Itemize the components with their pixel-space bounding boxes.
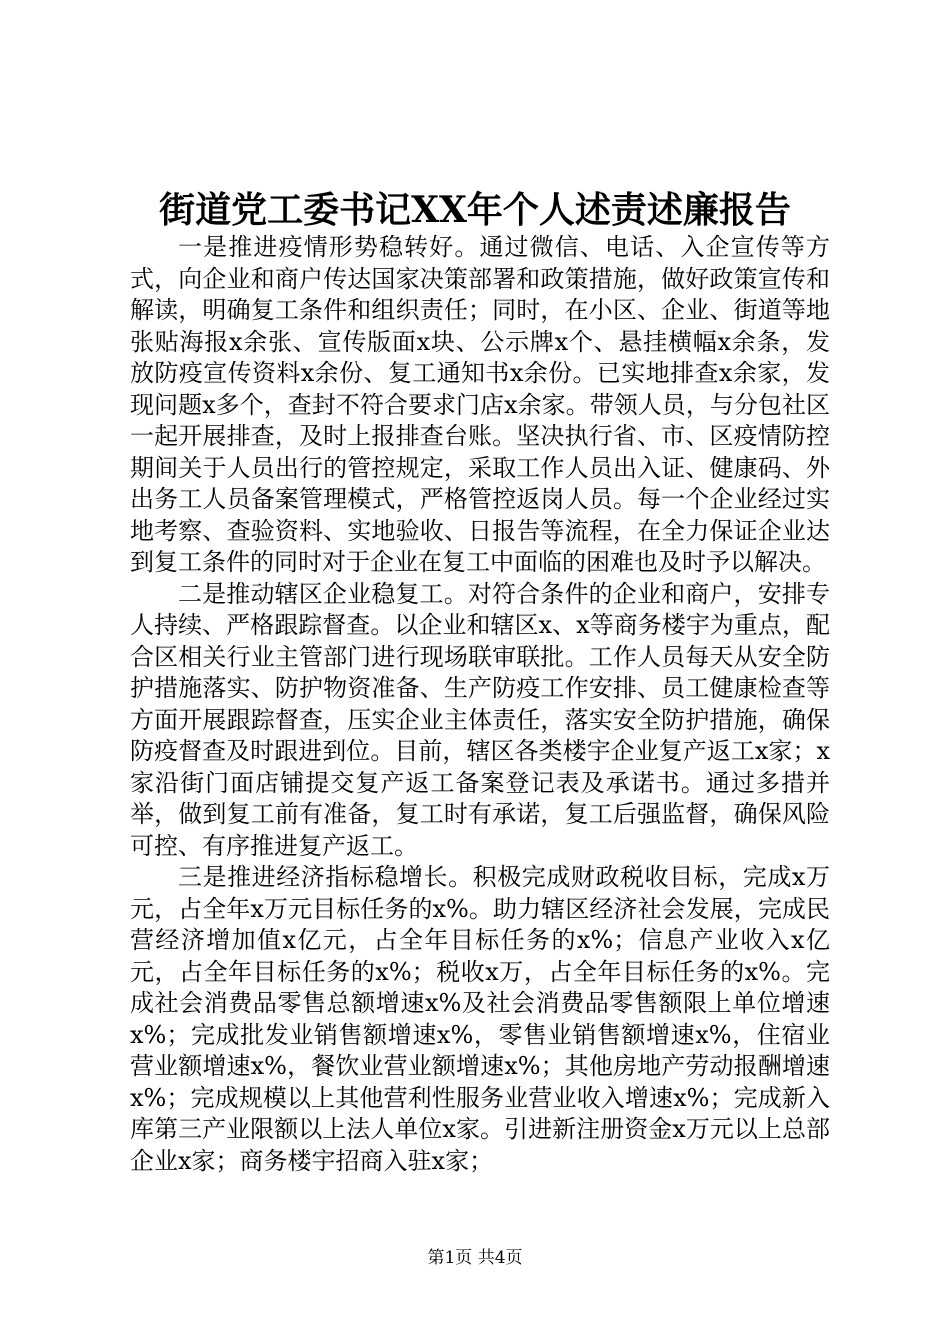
page-number-footer: 第1页 共4页 (427, 1248, 523, 1268)
document-title: 街道党工委书记XX年个人述责述廉报告 (159, 189, 791, 231)
paragraph-2: 二是推动辖区企业稳复工。对符合条件的企业和商户，安排专人持续、严格跟踪督查。以企业和辖区x、x等商务楼宇为重点，配合区相关行业主管部门进行现场联审联批。工作人员每天从安全防护措施落实、防护物资准备、生产防疫工作安排、员工健康检查等方面开展跟踪督查，压实企业主体责任，落实安全防护措施，确保防疫督查及时跟进到位。目前，辖区各类楼宇企业复产返工x家；x家沿街门面店铺提交复产返工备案登记表及承诺书。通过多措并举，做到复工前有准备，复工时有承诺，复工后强监督，确保风险可控、有序推进复产返工。 (130, 579, 830, 860)
paragraph-3: 三是推进经济指标稳增长。积极完成财政税收目标，完成x万元，占全年x万元目标任务的x%。助力辖区经济社会发展，完成民营经济增加值x亿元，占全年目标任务的x%；信息产业收入x亿元，占全年目标任务的x%；税收x万，占全年目标任务的x%。完成社会消费品零售总额增速x%及社会消费品零售额限上单位增速x%；完成批发业销售额增速x%，零售业销售额增速x%，住宿业营业额增速x%，餐饮业营业额增速x%；其他房地产劳动报酬增速x%；完成规模以上其他营利性服务业营业收入增速x%；完成新入库第三产业限额以上法人单位x家。引进新注册资金x万元以上总部企业x家；商务楼宇招商入驻x家； (130, 863, 830, 1175)
document-body (130, 232, 830, 1177)
paragraph-1: 一是推进疫情形势稳转好。通过微信、电话、入企宣传等方式，向企业和商户传达国家决策部署和政策措施，做好政策宣传和解读，明确复工条件和组织责任；同时，在小区、企业、街道等地张贴海报x余张、宣传版面x块、公示牌x个、悬挂横幅x余条，发放防疫宣传资料x余份、复工通知书x余份。已实地排查x余家，发现问题x多个，查封不符合要求门店x余家。带领人员，与分包社区一起开展排查，及时上报排查台账。坚决执行省、市、区疫情防控期间关于人员出行的管控规定，采取工作人员出入证、健康码、外出务工人员备案管理模式，严格管控返岗人员。每一个企业经过实地考察、查验资料、实地验收、日报告等流程，在全力保证企业达到复工条件的同时对于企业在复工中面临的困难也及时予以解决。 (130, 233, 830, 576)
